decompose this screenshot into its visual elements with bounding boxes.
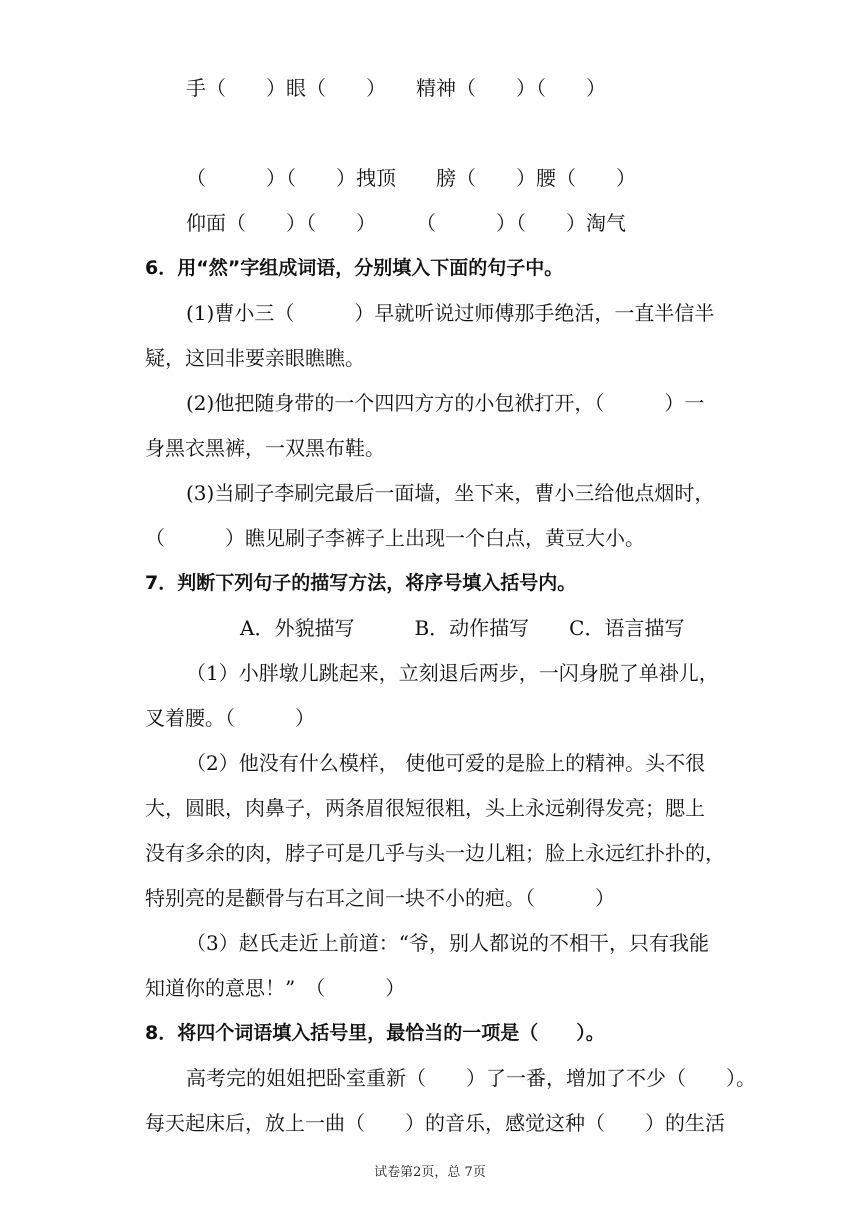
word-fill-row-3: 仰面（ ）（ ） （ ）（ ）淘气 [186,211,626,235]
question-7-heading: 7．判断下列句子的描写方法，将序号填入括号内。 [145,572,577,594]
q6-sentence-2-line-2: 身黑衣黑裤，一双黑布鞋。 [145,436,385,460]
q7-sentence-2-line-4: 特别亮的是颧骨与右耳之间一块不小的疤。（ ） [145,886,615,910]
q7-sentence-2-line-3: 没有多余的肉，脖子可是几乎与头一边儿粗；脸上永远红扑扑的， [145,841,725,865]
q6-sentence-2-line-1: (2)他把随身带的一个四四方方的小包袱打开，（ ）一 [186,391,705,415]
q7-sentence-3-line-2: 知道你的意思！” （ ） [145,976,406,1000]
word-fill-row-1: 手（ ）眼（ ） 精神（ ）（ ） [186,76,606,100]
question-6-heading: 6．用“然”字组成词语，分别填入下面的句子中。 [145,257,564,279]
q6-sentence-1-line-1: (1)曹小三（ ）早就听说过师傅那手绝活，一直半信半 [186,301,715,325]
q8-paragraph-line-2: 每天起床后，放上一曲（ ）的音乐，感觉这种（ ）的生活 [145,1111,725,1135]
q8-paragraph-line-1: 高考完的姐姐把卧室重新（ ）了一番，增加了不少（ ）。 [186,1066,756,1090]
q7-sentence-2-line-2: 大，圆眼，肉鼻子，两条眉很短很粗，头上永远剃得发亮；腮上 [145,796,705,820]
q7-sentence-1-line-1: （1）小胖墩儿跳起来，立刻退后两步，一闪身脱了单褂儿， [186,661,719,685]
page-footer: 试卷第2页，总 7页 [374,1165,486,1180]
q7-sentence-3-line-1: （3）赵氏走近上前道：“爷，别人都说的不相干，只有我能 [186,931,709,955]
q6-sentence-1-line-2: 疑，这回非要亲眼瞧瞧。 [145,346,365,370]
q7-options: A．外貌描写 B．动作描写 C．语言描写 [240,616,685,640]
word-fill-row-2: （ ）（ ）拽顶 膀（ ）腰（ ） [186,166,636,190]
q7-sentence-2-line-1: （2）他没有什么模样， 使他可爱的是脸上的精神。头不很 [186,751,706,775]
q6-sentence-3-line-1: (3)当刷子李刷完最后一面墙，坐下来，曹小三给他点烟时， [186,481,715,505]
q6-sentence-3-line-2: （ ）瞧见刷子李裤子上出现一个白点，黄豆大小。 [145,526,645,550]
q7-sentence-1-line-2: 叉着腰。（ ） [145,706,315,730]
question-8-heading: 8．将四个词语填入括号里，最恰当的一项是（ ）。 [145,1022,605,1044]
